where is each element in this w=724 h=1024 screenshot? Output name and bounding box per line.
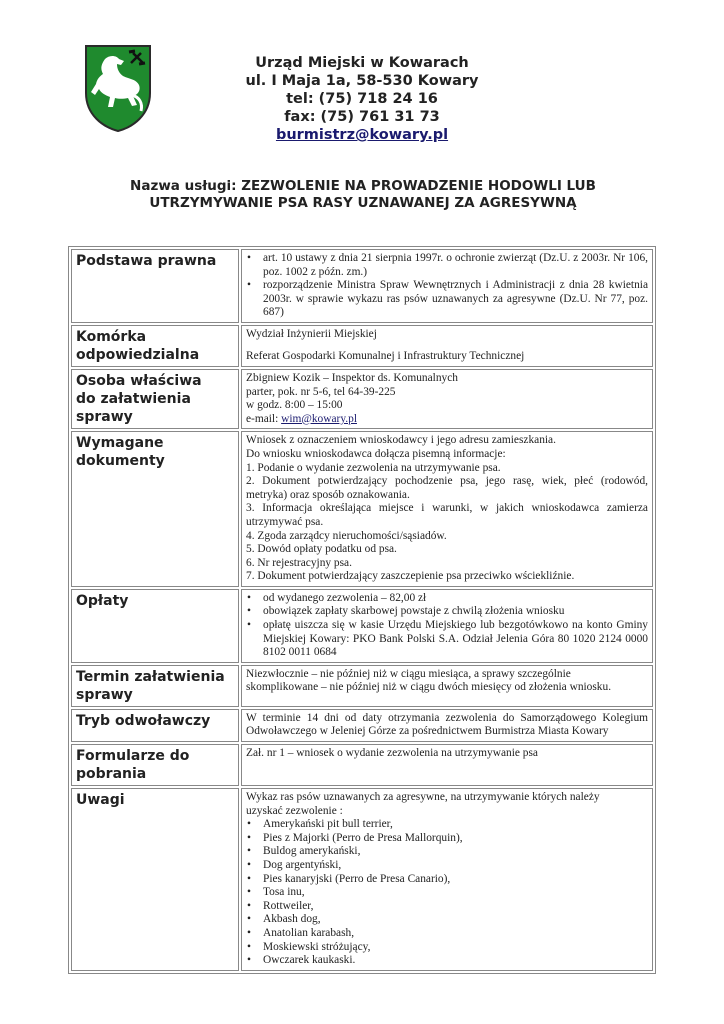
email-prefix: e-mail:	[246, 412, 282, 425]
person-hours: w godz. 8:00 – 15:00	[246, 399, 343, 412]
notes-intro: Wykaz ras psów uznawanych za agresywne, na utrzymywanie których należy	[246, 791, 600, 804]
label-line: Wymagane	[76, 435, 164, 452]
coat-of-arms-icon	[83, 43, 153, 133]
deadline-line: skomplikowane – nie później niż w ciągu dwóch miesięcy od złożenia wniosku.	[246, 681, 612, 694]
doc-item: 5. Dowód opłaty podatku od psa.	[246, 543, 397, 556]
row-deadline	[71, 665, 653, 707]
label-line: sprawy	[76, 408, 133, 425]
breed-item: • Rottweiler,	[246, 900, 648, 914]
row-forms	[71, 744, 653, 786]
row-fees	[71, 589, 653, 663]
doc-item: 1. Podanie o wydanie zezwolenia na utrzymywanie psa.	[246, 461, 501, 474]
doc-item: 6. Nr rejestracyjny psa.	[246, 556, 352, 569]
breed-item: • Moskiewski stróżujący,	[246, 941, 648, 955]
content-notes	[241, 788, 653, 971]
legal-item: • rozporządzenie Ministra Spraw Wewnętrznych i Administracji z dnia 28 kwietnia 2003r. w sprawie wykazu ras psów uznawanych za agresywne (Dz.U. Nr 77, poz. 687)	[246, 279, 648, 320]
content-legal-basis	[241, 249, 653, 323]
unit-department: Wydział Inżynierii Miejskiej	[246, 327, 377, 340]
label-line: Formularze do	[76, 748, 190, 765]
docs-intro: Wniosek z oznaczeniem wnioskodawcy i jego adresu zamieszkania.	[246, 434, 556, 447]
doc-item: 3. Informacja określająca miejsce i warunki, w jakich wnioskodawca zamierza utrzymywać psa.	[246, 502, 648, 528]
content-fees	[241, 589, 653, 663]
label-appeal: Tryb odwoławczy	[71, 709, 239, 742]
deadline-line: Niezwłocznie – nie później niż w ciągu miesiąca, a sprawy szczególnie	[246, 667, 571, 680]
person-email-line	[246, 413, 648, 427]
label-forms	[71, 744, 239, 786]
label-deadline	[71, 665, 239, 707]
legal-item: • art. 10 ustawy z dnia 21 sierpnia 1997r. o ochronie zwierząt (Dz.U. z 2003r. Nr 106, poz. 1002 z późn. zm.)	[246, 252, 648, 279]
label-required-documents	[71, 431, 239, 587]
breed-item: • Pies kanaryjski (Perro de Presa Canario),	[246, 873, 648, 887]
service-title	[70, 178, 656, 212]
row-appeal	[71, 709, 653, 742]
breed-item: • Owczarek kaukaski.	[246, 954, 648, 968]
fee-item: • opłatę uiszcza się w kasie Urzędu Miejskiego lub bezgotówkowo na konto Gminy Miejskiej Kowary: PKO Bank Polski S.A. Odział Jelenia Góra 80 1020 2124 0000 8102 0011 0684	[246, 619, 648, 660]
content-forms: Zał. nr 1 – wniosek o wydanie zezwolenia na utrzymywanie psa	[241, 744, 653, 786]
person-email-link[interactable]: wim@kowary.pl	[281, 412, 357, 425]
row-legal-basis	[71, 249, 653, 323]
office-fax: fax: (75) 761 31 73	[284, 109, 440, 125]
fee-item: • obowiązek zapłaty skarbowej powstaje z chwilą złożenia wniosku	[246, 605, 648, 619]
doc-item: 7. Dokument potwierdzający zaszczepienie psa przeciwko wściekliźnie.	[246, 570, 575, 583]
office-header	[175, 54, 549, 144]
unit-section: Referat Gospodarki Komunalnej i Infrastruktury Technicznej	[246, 349, 525, 362]
label-line: do załatwienia	[76, 390, 191, 407]
content-responsible-unit	[241, 325, 653, 367]
service-title-line2: UTRZYMYWANIE PSA RASY UZNAWANEJ ZA AGRESYWNĄ	[149, 195, 577, 211]
breed-item: • Akbash dog,	[246, 913, 648, 927]
fee-item: • od wydanego zezwolenia – 82,00 zł	[246, 592, 648, 606]
label-fees: Opłaty	[71, 589, 239, 663]
label-line: odpowiedzialna	[76, 346, 200, 363]
content-required-documents	[241, 431, 653, 587]
content-contact-person	[241, 369, 653, 429]
breed-item: • Buldog amerykański,	[246, 845, 648, 859]
person-room: parter, pok. nr 5-6, tel 64-39-225	[246, 385, 396, 398]
row-responsible-unit	[71, 325, 653, 367]
content-appeal: W terminie 14 dni od daty otrzymania zezwolenia do Samorządowego Kolegium Odwoławczego w Jeleniej Górze za pośrednictwem Burmistrza Miasta Kowary	[241, 709, 653, 742]
doc-item: 2. Dokument potwierdzający pochodzenie psa, jego rasę, wiek, płeć (rodowód, metryka) oraz sposób oznakowania.	[246, 475, 648, 501]
content-deadline	[241, 665, 653, 707]
label-notes: Uwagi	[71, 788, 239, 971]
breed-item: • Dog argentyński,	[246, 859, 648, 873]
label-line: Osoba właściwa	[76, 372, 202, 389]
person-name: Zbigniew Kozik – Inspektor ds. Komunalnych	[246, 371, 458, 384]
service-title-line1: Nazwa usługi: ZEZWOLENIE NA PROWADZENIE HODOWLI LUB	[130, 178, 596, 194]
office-name: Urząd Miejski w Kowarach	[255, 55, 469, 71]
label-line: pobrania	[76, 766, 147, 783]
label-line: sprawy	[76, 686, 133, 703]
notes-intro: uzyskać zezwolenie :	[246, 804, 343, 817]
row-contact-person	[71, 369, 653, 429]
breed-item: • Pies z Majorki (Perro de Presa Mallorquin),	[246, 832, 648, 846]
row-required-documents	[71, 431, 653, 587]
label-legal-basis: Podstawa prawna	[71, 249, 239, 323]
label-responsible-unit	[71, 325, 239, 367]
office-email-link[interactable]: burmistrz@kowary.pl	[275, 127, 449, 143]
label-line: Termin załatwienia	[76, 668, 225, 685]
label-contact-person	[71, 369, 239, 429]
breed-item: • Tosa inu,	[246, 886, 648, 900]
docs-intro: Do wniosku wnioskodawca dołącza pisemną informacje:	[246, 447, 506, 460]
label-line: dokumenty	[76, 453, 165, 470]
doc-item: 4. Zgoda zarządcy nieruchomości/sąsiadów.	[246, 529, 447, 542]
label-line: Komórka	[76, 328, 147, 345]
breed-item: • Anatolian karabash,	[246, 927, 648, 941]
office-address: ul. I Maja 1a, 58-530 Kowary	[245, 73, 479, 89]
breed-item: • Amerykański pit bull terrier,	[246, 818, 648, 832]
office-phone: tel: (75) 718 24 16	[286, 91, 438, 107]
row-notes	[71, 788, 653, 971]
service-info-table	[68, 246, 656, 974]
